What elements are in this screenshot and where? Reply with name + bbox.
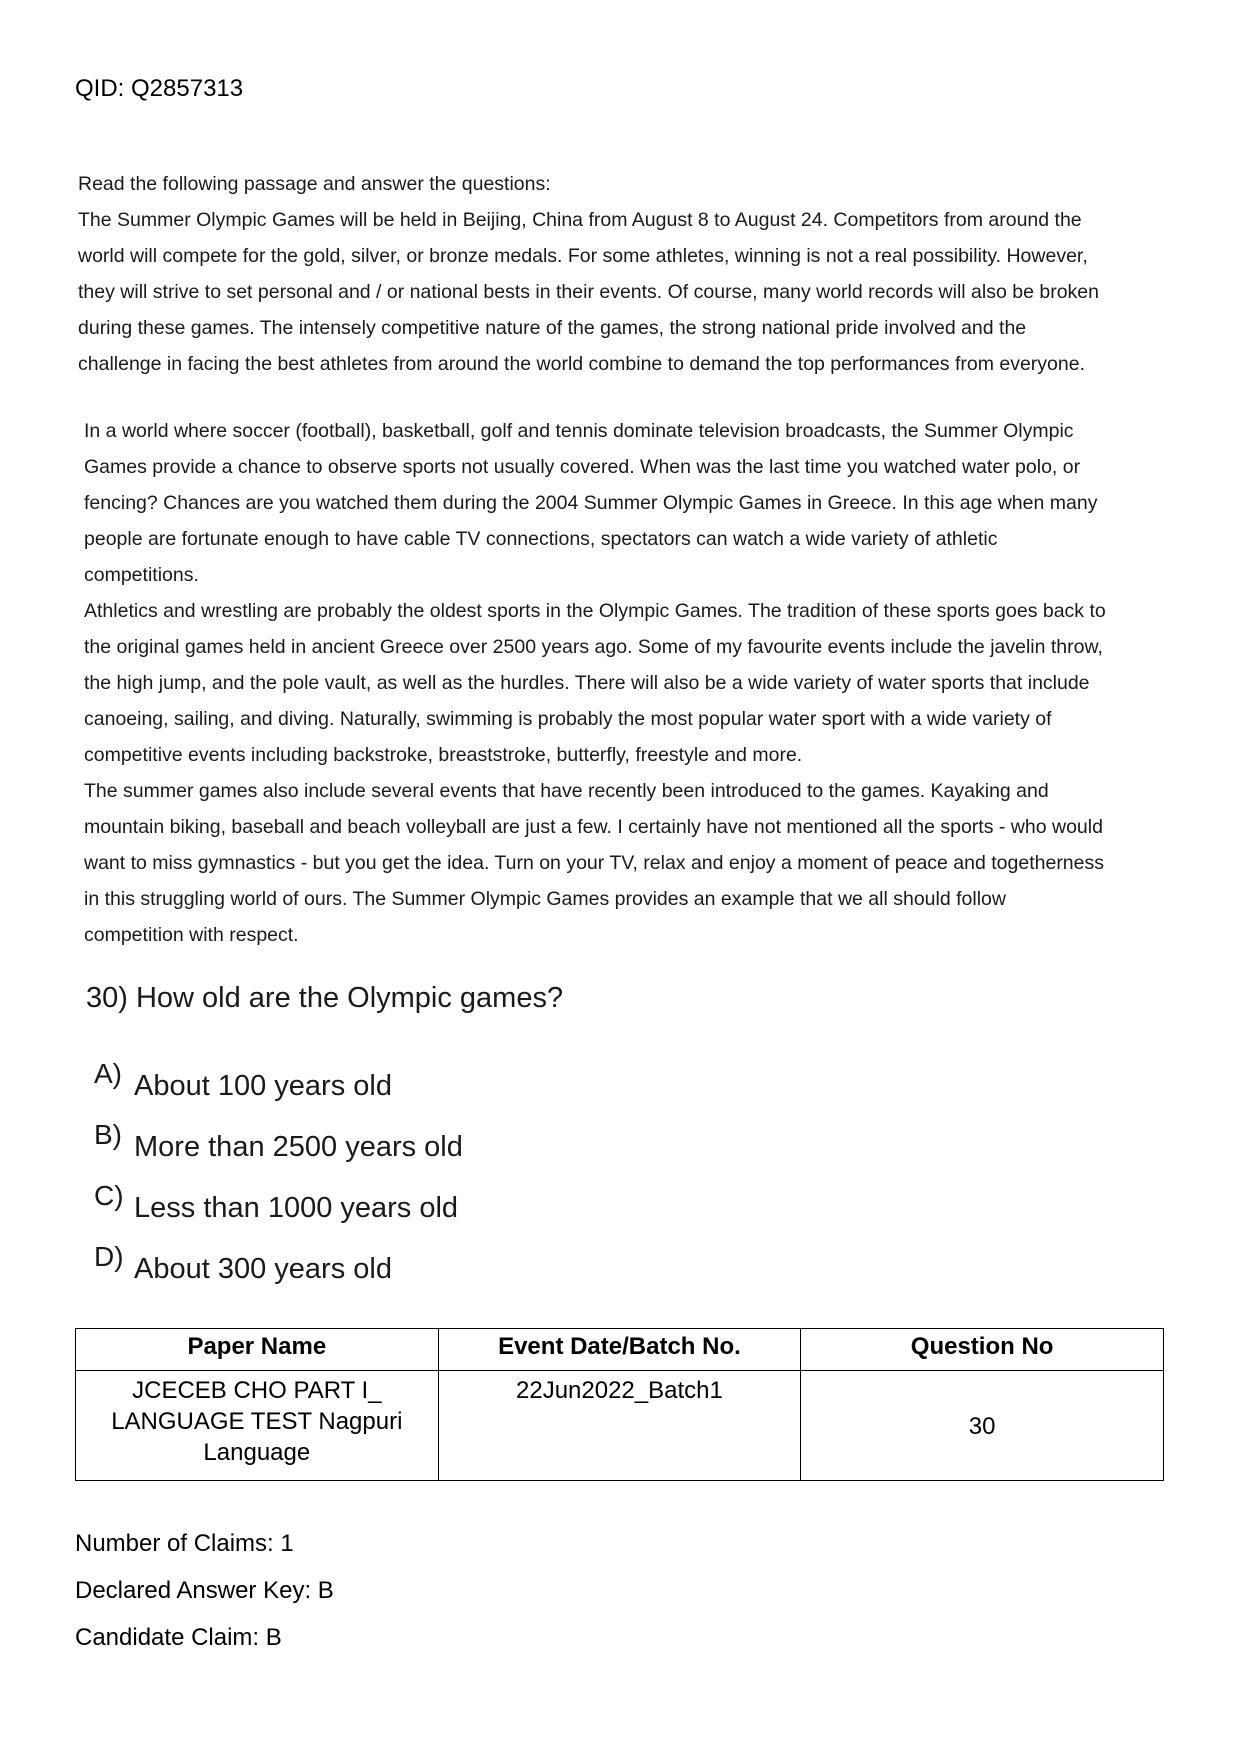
cell-event-date: 22Jun2022_Batch1 xyxy=(438,1371,801,1481)
passage-line: Games provide a chance to observe sports not usually covered. When was the last time you watched water polo, or xyxy=(84,456,1081,478)
qid-label: QID: Q2857313 xyxy=(75,75,244,102)
passage-line: the original games held in ancient Greece over 2500 years ago. Some of my favourite events include the javelin throw, xyxy=(84,636,1103,658)
passage-line: want to miss gymnastics - but you get the idea. Turn on your TV, relax and enjoy a moment of peace and togetherness xyxy=(84,852,1104,874)
passage-line: challenge in facing the best athletes from around the world combine to demand the top performances from everyone. xyxy=(78,353,1085,375)
option-letter: A) xyxy=(94,1058,122,1089)
candidate-claim: Candidate Claim: B xyxy=(75,1624,282,1651)
paper-name-line: JCECEB CHO PART I_ xyxy=(132,1377,382,1404)
option-text: More than 2500 years old xyxy=(134,1131,463,1163)
cell-question-no: 30 xyxy=(801,1371,1164,1481)
passage-line: people are fortunate enough to have cable TV connections, spectators can watch a wide variety of athletic xyxy=(84,528,998,550)
passage-line: competitive events including backstroke, breaststroke, butterfly, freestyle and more. xyxy=(84,744,803,766)
passage-line: The summer games also include several events that have recently been introduced to the games. Kayaking and xyxy=(84,780,1049,802)
header-paper-name: Paper Name xyxy=(76,1329,439,1371)
option-letter: B) xyxy=(94,1119,122,1150)
passage-line: the high jump, and the pole vault, as well as the hurdles. There will also be a wide variety of water sports that include xyxy=(84,672,1090,694)
passage-line: Read the following passage and answer the questions: xyxy=(78,173,551,195)
passage-line: mountain biking, baseball and beach volleyball are just a few. I certainly have not mentioned all the sports - who would xyxy=(84,816,1103,838)
passage-line: competitions. xyxy=(84,564,199,586)
option-text: About 300 years old xyxy=(134,1253,392,1285)
passage-line: they will strive to set personal and / or national bests in their events. Of course, many world records will also be broken xyxy=(78,281,1099,303)
passage-line: fencing? Chances are you watched them during the 2004 Summer Olympic Games in Greece. In this age when many xyxy=(84,492,1098,514)
header-event-date: Event Date/Batch No. xyxy=(438,1329,801,1371)
passage-line: Athletics and wrestling are probably the oldest sports in the Olympic Games. The tradition of these sports goes back to xyxy=(84,600,1106,622)
number-of-claims: Number of Claims: 1 xyxy=(75,1530,294,1557)
passage-line: canoeing, sailing, and diving. Naturally, swimming is probably the most popular water sport with a wide variety of xyxy=(84,708,1052,730)
passage-line: competition with respect. xyxy=(84,924,299,946)
passage-line: In a world where soccer (football), basketball, golf and tennis dominate television broadcasts, the Summer Olympic xyxy=(84,420,1074,442)
option-letter: C) xyxy=(94,1180,124,1211)
passage-body xyxy=(84,413,1184,953)
passage-line: during these games. The intensely competitive nature of the games, the strong national pride involved and the xyxy=(78,317,1027,339)
paper-name-line: Language xyxy=(203,1439,311,1466)
passage-line: The Summer Olympic Games will be held in Beijing, China from August 8 to August 24. Competitors from around the xyxy=(78,209,1082,231)
question-text: 30) How old are the Olympic games? xyxy=(86,982,564,1014)
passage-intro xyxy=(78,166,1178,382)
option-letter: D) xyxy=(94,1241,124,1272)
option-text: Less than 1000 years old xyxy=(134,1192,459,1224)
option-text: About 100 years old xyxy=(134,1070,392,1102)
header-question-no: Question No xyxy=(801,1329,1164,1371)
paper-name-line: LANGUAGE TEST Nagpuri xyxy=(111,1408,403,1435)
declared-answer-key: Declared Answer Key: B xyxy=(75,1577,334,1604)
cell-paper-name xyxy=(76,1371,439,1481)
passage-line: in this struggling world of ours. The Summer Olympic Games provides an example that we all should follow xyxy=(84,888,1006,910)
table-header-row xyxy=(76,1329,1164,1371)
paper-info-table xyxy=(75,1328,1164,1481)
table-row xyxy=(76,1371,1164,1481)
passage-line: world will compete for the gold, silver, or bronze medals. For some athletes, winning is not a real possibility. However, xyxy=(78,245,1088,267)
